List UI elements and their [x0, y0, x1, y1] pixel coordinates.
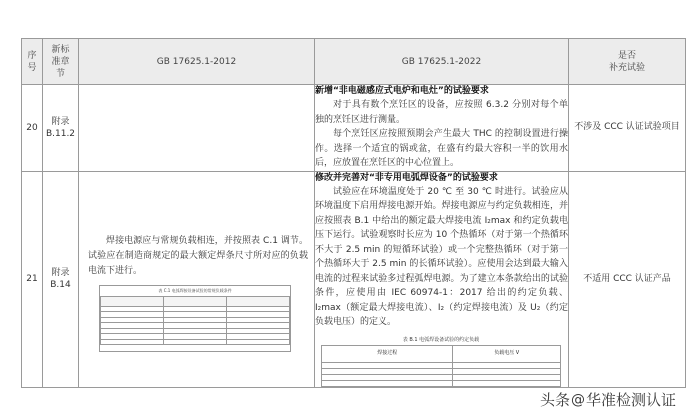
- old-load-table-title: 表 C.1 电弧焊接设备试验的常规负载条件: [158, 287, 232, 293]
- new-requirement-paragraph: 每个烹饪区应按照预期会产生最大 THC 的控制设置进行操作。选择一个适宜的锅或盆，在盛有约最大容积一半的饮用水后，应放置在烹饪区的中心位置上。: [315, 129, 568, 168]
- new-load-table-col-process: 焊接过程: [322, 345, 453, 362]
- new-requirement-heading: 修改并完善对“非专用电弧焊设备”的试验要求: [315, 172, 498, 183]
- old-load-table-note: [100, 345, 290, 351]
- header-new-standard: GB 17625.1-2022: [315, 39, 569, 85]
- new-requirement-paragraph: 试验应在环境温度处于 20 ℃ 至 30 ℃ 时进行。试验应从环境温度下启用焊接电源开始。焊接电源应与约定负载相连，并应按照表 B.1 中给出的额定最大焊接电流 I₂max 和约定负载电压下运行。试验观察时长应为 10 个热循环（对于第一个热循环不大于 2.5 min 的短循环试验）或一个完整热循环（对于第一个热循环大于 2.5 min 的长循环试验）。应使用会达到最大输入电流的过程来试验多过程弧焊电源。为了建立本条款给出的试验条件，应使用由 IEC 60974-1：2017 给出的约定负载、I₂max（额定最大焊接电流）、I₂（约定焊接电流）及 U₂（约定负载电压）的定义。: [315, 186, 568, 327]
- new-load-table-title: 表 B.1 电弧焊设备试验的约定负载: [402, 336, 480, 343]
- at-icon: @: [570, 391, 585, 408]
- table-row: [22, 85, 686, 172]
- row-number: 20: [22, 85, 43, 172]
- row-old-content: [79, 85, 315, 172]
- row-supplementary: 不适用 CCC 认证产品: [569, 171, 686, 387]
- row-new-content: [315, 85, 569, 172]
- new-load-table-col-voltage: 负载电压 V: [453, 345, 561, 362]
- new-load-table-image: [321, 336, 561, 387]
- new-requirement-paragraph: 对于具有数个烹饪区的设备，应按照 6.3.2 分别对每个单独的烹饪区进行测量。: [315, 100, 568, 125]
- watermark-platform: 头条: [539, 391, 570, 409]
- row-supplementary: 不涉及 CCC 认证试验项目: [569, 85, 686, 172]
- row-section: 附录 B.11.2: [43, 85, 79, 172]
- header-num: 序 号: [22, 39, 43, 85]
- new-requirement-heading: 新增“非电磁感应式电炉和电灶”的试验要求: [315, 86, 489, 96]
- header-section: 新标 准章 节: [43, 39, 79, 85]
- table-row: [22, 171, 686, 387]
- old-load-table-grid: [100, 296, 290, 346]
- old-requirement-paragraph: 焊接电源应与常规负载相连，并按照表 C.1 调节。试验应在制造商规定的最大额定焊条尺寸所对应的负载电流下进行。: [88, 235, 308, 276]
- row-old-content: [79, 171, 315, 387]
- row-number: 21: [22, 171, 43, 387]
- header-row: [22, 39, 686, 85]
- comparison-table: [21, 38, 686, 388]
- header-supplementary-test: 是否 补充试验: [569, 39, 686, 85]
- watermark: [540, 389, 676, 410]
- new-load-table-grid: [321, 345, 561, 387]
- header-old-standard: GB 17625.1-2012: [79, 39, 315, 85]
- row-section: 附录 B.14: [43, 171, 79, 387]
- watermark-account: 华准检测认证: [585, 391, 676, 409]
- row-new-content: [315, 171, 569, 387]
- old-load-table-image: [99, 285, 291, 353]
